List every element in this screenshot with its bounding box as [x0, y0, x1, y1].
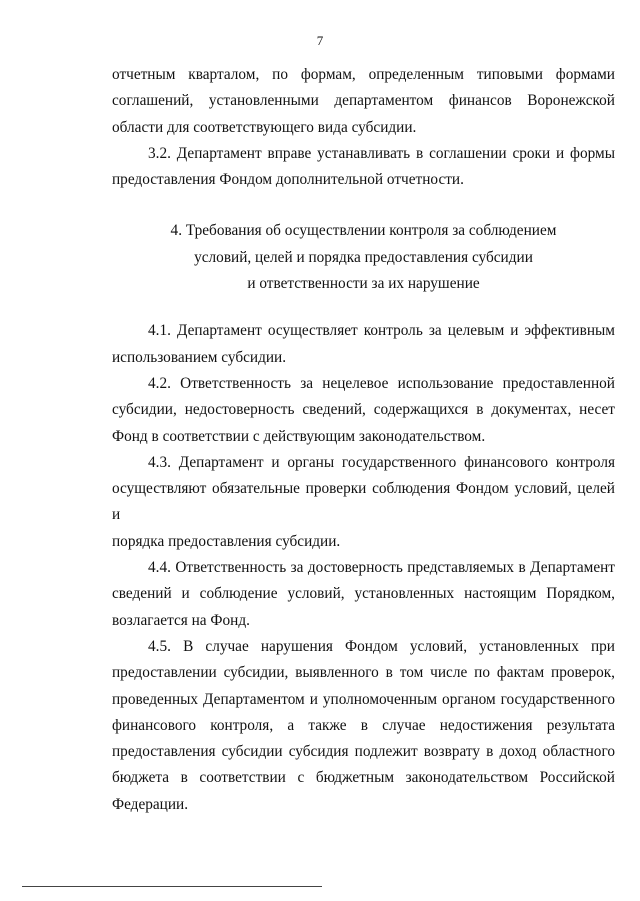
paragraph-4-1 — [112, 318, 615, 371]
text-line: 4.4. Ответственность за достоверность представляемых в Департамент — [148, 559, 615, 577]
text-line: 4.2. Ответственность за нецелевое использование предоставленной — [148, 374, 615, 392]
text-line: предоставлении субсидии, выявленного в том числе по фактам проверок, — [112, 664, 615, 682]
text-line: 4.1. Департамент осуществляет контроль за целевым и эффективным — [148, 322, 615, 340]
text-line: возлагается на Фонд. — [112, 611, 250, 629]
text-line: сведений и соблюдение условий, установленных настоящим Порядком, — [112, 585, 615, 603]
text-line: Федерации. — [112, 795, 189, 813]
text-line: бюджета в соответствии с бюджетным законодательством Российской — [112, 769, 615, 787]
text-line: финансового контроля, а также в случае недостижения результата — [112, 716, 615, 734]
spacer — [112, 297, 615, 318]
section-4-heading — [112, 218, 615, 297]
text-line: предоставления Фондом дополнительной отчетности. — [112, 171, 464, 189]
text-line: проведенных Департаментом и уполномоченным органом государственного — [112, 690, 615, 708]
paragraph-4-2 — [112, 371, 615, 450]
spacer — [112, 193, 615, 218]
paragraph-3-1-continuation — [112, 62, 615, 141]
text-line: Фонд в соответствии с действующим законодательством. — [112, 427, 486, 445]
page-number: 7 — [316, 33, 324, 48]
paragraph-4-4 — [112, 555, 615, 634]
text-line: осуществляют обязательные проверки соблюдения Фондом условий, целей и — [112, 480, 615, 524]
footer-rule — [22, 886, 322, 887]
paragraph-3-2 — [112, 141, 615, 194]
text-line: 4.3. Департамент и органы государственного финансового контроля — [148, 453, 615, 471]
text-line: предоставления субсидии субсидия подлежит возврату в доход областного — [112, 743, 615, 761]
text-line: 4.5. В случае нарушения Фондом условий, установленных при — [148, 637, 615, 655]
text-line: 3.2. Департамент вправе устанавливать в соглашении сроки и формы — [148, 144, 615, 162]
heading-line: и ответственности за их нарушение — [247, 275, 480, 293]
text-line: отчетным кварталом, по формам, определенным типовыми формами — [112, 66, 615, 83]
text-line: соглашений, установленными департаментом финансов Воронежской — [112, 92, 615, 110]
heading-line: 4. Требования об осуществлении контроля за соблюдением — [170, 222, 557, 240]
text-line: субсидии, недостоверность сведений, содержащихся в документах, несет — [112, 401, 615, 419]
document-body — [112, 62, 615, 818]
paragraph-4-3 — [112, 450, 615, 555]
heading-line: условий, целей и порядка предоставления субсидии — [194, 248, 533, 266]
text-line: области для соответствующего вида субсидии. — [112, 118, 417, 136]
text-line: использованием субсидии. — [112, 348, 287, 366]
text-line: порядка предоставления субсидии. — [112, 532, 341, 550]
paragraph-4-5 — [112, 634, 615, 818]
